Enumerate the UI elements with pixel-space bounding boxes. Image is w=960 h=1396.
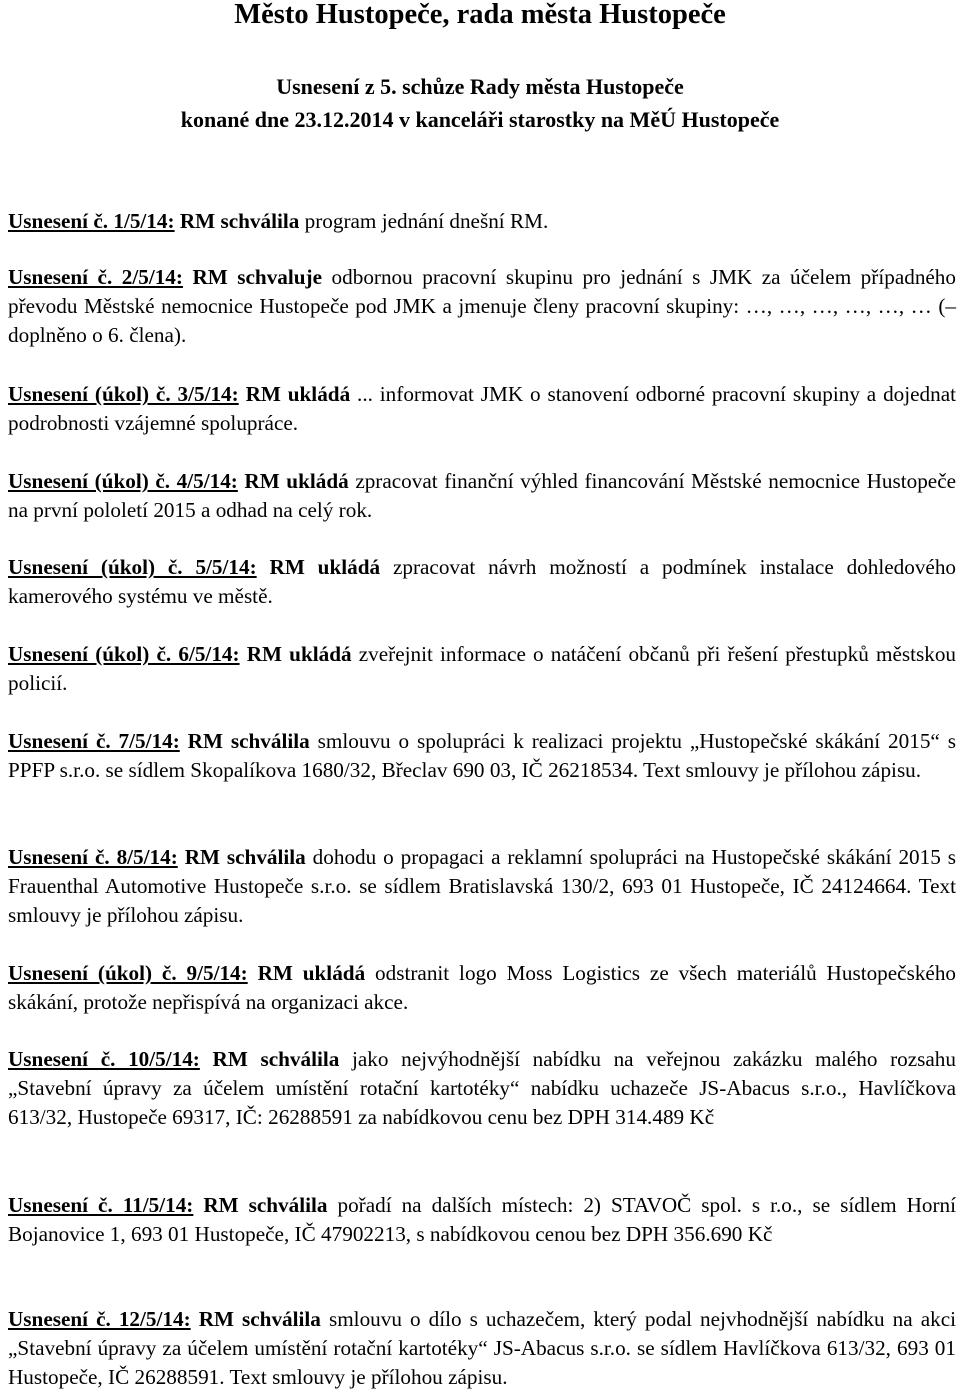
resolution-label: Usnesení č. 2/5/14: (8, 265, 183, 289)
resolution-text: smlouvu o dílo s uchazečem, který podal nejvhodnější nabídku na akci „Stavební úpravy za účelem umístění rotační kartotéky“ JS-Abacus s.r.o. se sídlem Havlíčkova 613/32, 693 01 Hustopeče, IČ 26288591. Text smlouvy je přílohou zápisu. (8, 1307, 956, 1389)
meeting-date-line: konané dne 23.12.2014 v kanceláři starostky na MěÚ Hustopeče (180, 107, 780, 132)
resolution-text: odstranit logo Moss Logistics ze všech materiálů Hustopečského skákání, protože nepřispívá na organizaci akce. (8, 961, 957, 1014)
resolution-8 (8, 843, 956, 930)
resolution-text: odbornou pracovní skupinu pro jednání s JMK za účelem případného převodu Městské nemocnice Hustopeče pod JMK a jmenuje členy pracovní skupiny: …, …, …, …, …, … (– doplněno o 6. člena). (8, 265, 956, 347)
resolution-text: smlouvu o spolupráci k realizaci projektu „Hustopečské skákání 2015“ s PPFP s.r.o. se sídlem Skopalíkova 1680/32, Břeclav 690 03, IČ 26218534. Text smlouvy je přílohou zápisu. (8, 729, 956, 782)
resolution-1 (8, 207, 956, 236)
resolution-verb: RM schválila (184, 845, 306, 869)
resolution-4 (8, 467, 956, 525)
resolution-text: program jednání dnešní RM. (304, 209, 549, 233)
resolution-verb: RM schválila (179, 209, 300, 233)
resolution-verb: RM ukládá (245, 382, 351, 406)
resolution-3 (8, 380, 956, 438)
resolution-label: Usnesení č. 7/5/14: (8, 729, 180, 753)
resolution-verb: RM ukládá (257, 961, 366, 985)
resolution-text: zpracovat finanční výhled financování Městské nemocnice Hustopeče na první pololetí 2015 a odhad na celý rok. (8, 469, 956, 522)
resolution-label: Usnesení (úkol) č. 9/5/14: (8, 961, 248, 985)
resolution-verb: RM schvaluje (192, 265, 323, 289)
resolution-label: Usnesení (úkol) č. 6/5/14: (8, 642, 240, 666)
resolution-text: zveřejnit informace o natáčení občanů při řešení přestupků městskou policií. (8, 642, 957, 695)
resolution-verb: RM schválila (203, 1193, 328, 1217)
resolution-label: Usnesení č. 12/5/14: (8, 1307, 191, 1331)
resolution-7 (8, 727, 956, 785)
resolution-label: Usnesení č. 10/5/14: (8, 1047, 200, 1071)
resolution-text: dohodu o propagaci a reklamní spolupráci na Hustopečské skákání 2015 s Frauenthal Automotive Hustopeče s.r.o. se sídlem Bratislavská 130/2, 693 01 Hustopeče, IČ 24124664. Text smlouvy je přílohou zápisu. (8, 845, 956, 927)
resolution-2 (8, 263, 956, 350)
resolution-6 (8, 640, 956, 698)
resolution-verb: RM ukládá (244, 469, 349, 493)
resolution-5 (8, 553, 956, 611)
resolution-label: Usnesení č. 1/5/14: (8, 209, 175, 233)
meeting-subtitle: Usnesení z 5. schůze Rady města Hustopeče (276, 74, 684, 99)
resolution-label: Usnesení (úkol) č. 4/5/14: (8, 469, 238, 493)
resolution-12 (8, 1305, 956, 1392)
resolution-verb: RM schválila (187, 729, 310, 753)
resolution-label: Usnesení (úkol) č. 3/5/14: (8, 382, 239, 406)
resolution-text: pořadí na dalších místech: 2) STAVOČ spol. s r.o., se sídlem Horní Bojanovice 1, 693 01 Hustopeče, IČ 47902213, s nabídkovou cenou bez DPH 356.690 Kč (8, 1193, 956, 1246)
resolution-11 (8, 1191, 956, 1249)
resolution-label: Usnesení (úkol) č. 5/5/14: (8, 555, 257, 579)
resolution-label: Usnesení č. 11/5/14: (8, 1193, 194, 1217)
resolution-text: jako nejvýhodnější nabídku na veřejnou zakázku malého rozsahu „Stavební úpravy za účelem umístění rotační kartotéky“ nabídku uchazeče JS-Abacus s.r.o., Havlíčkova 613/32, Hustopeče 69317, IČ: 26288591 za nabídkovou cenu bez DPH 314.489 Kč (8, 1047, 956, 1129)
resolution-text: zpracovat návrh možností a podmínek instalace dohledového kamerového systému ve městě. (8, 555, 957, 608)
resolution-verb: RM ukládá (269, 555, 381, 579)
resolution-verb: RM ukládá (246, 642, 352, 666)
resolution-verb: RM schválila (198, 1307, 321, 1331)
page-title: Město Hustopeče, rada města Hustopeče (234, 0, 726, 30)
resolution-text: ... informovat JMK o stanovení odborné pracovní skupiny a dojednat podrobnosti vzájemné spolupráce. (8, 382, 957, 435)
resolution-label: Usnesení č. 8/5/14: (8, 845, 178, 869)
resolution-verb: RM schválila (212, 1047, 340, 1071)
resolution-10 (8, 1045, 956, 1132)
resolution-9 (8, 959, 956, 1017)
